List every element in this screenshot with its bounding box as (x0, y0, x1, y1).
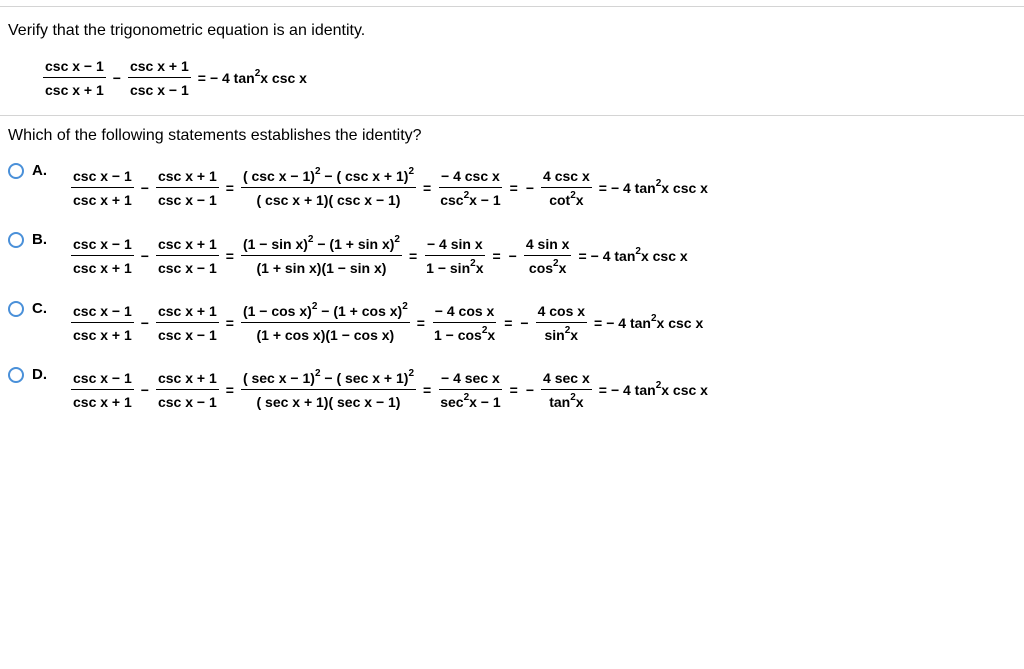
fraction (241, 236, 402, 276)
fraction (156, 370, 219, 410)
numerator: − 4 sin x (425, 236, 485, 256)
exponent: 2 (463, 190, 470, 201)
denominator: csc x + 1 (45, 82, 104, 98)
result-coef: − 4 tan (610, 180, 656, 196)
numerator (241, 303, 410, 323)
result-coef: − 4 tan (590, 248, 636, 264)
numerator: − 4 sec x (439, 370, 502, 390)
exponent: 2 (470, 258, 476, 269)
fraction (241, 303, 410, 343)
term: 1 − sin (426, 260, 471, 276)
denominator: (1 + sin x)(1 − sin x) (256, 260, 387, 276)
term: cos (528, 260, 554, 276)
option-letter: B. (32, 231, 47, 248)
minus-sign: − (525, 382, 535, 398)
exponent: 2 (655, 178, 662, 189)
result-tail: x csc x (656, 315, 704, 331)
denominator: csc x − 1 (157, 192, 217, 208)
equals-sign: = (492, 248, 501, 264)
denominator (547, 188, 585, 208)
numerator (241, 370, 416, 390)
result-tail: x csc x (661, 382, 708, 398)
result-coef: − 4 tan (606, 315, 651, 331)
fraction (424, 236, 485, 276)
result-expression (606, 315, 703, 331)
exponent: 2 (635, 246, 641, 257)
result-expression (591, 248, 688, 264)
term: x (487, 327, 496, 343)
denominator: ( sec x + 1)( sec x − 1) (256, 394, 401, 410)
result-tail: x csc x (661, 180, 708, 196)
fraction (541, 370, 592, 410)
equals-sign: = (578, 248, 587, 264)
numerator: csc x + 1 (128, 58, 191, 78)
fraction (156, 303, 219, 343)
equals-sign: = (594, 315, 603, 331)
term: − ( sec x + 1) (320, 370, 409, 386)
equals-sign: = (423, 382, 432, 398)
numerator: 4 sin x (524, 236, 572, 256)
term: x (575, 394, 584, 410)
equals-sign: = (225, 382, 234, 398)
fraction (71, 236, 134, 276)
question-prompt: Which of the following statements establishes the identity? (8, 127, 422, 144)
numerator: csc x + 1 (156, 370, 219, 390)
denominator (424, 256, 485, 276)
exponent: 2 (254, 68, 261, 79)
term: cot (549, 192, 571, 208)
option-letter: C. (32, 300, 47, 317)
radio-button-a[interactable] (8, 163, 24, 179)
exponent: 2 (650, 313, 657, 324)
top-divider (0, 6, 1024, 7)
fraction (156, 236, 219, 276)
option-c-expression (68, 303, 703, 343)
section-divider (0, 115, 1024, 116)
fraction (438, 370, 502, 410)
fraction (438, 168, 502, 208)
radio-button-b[interactable] (8, 232, 24, 248)
term: x (475, 260, 484, 276)
option-b-expression (68, 236, 688, 276)
equals-sign: = (416, 315, 425, 331)
exponent: 2 (402, 301, 408, 312)
minus-sign: − (525, 180, 535, 196)
term: − ( csc x + 1) (320, 168, 409, 184)
term: ( sec x − 1) (242, 370, 315, 386)
minus-sign: − (112, 70, 121, 86)
denominator: csc x + 1 (73, 394, 132, 410)
term: tan (549, 394, 571, 410)
exponent: 2 (553, 258, 559, 269)
exponent: 2 (564, 325, 571, 336)
option-d-expression (68, 370, 708, 410)
term: − (1 + cos x) (317, 303, 403, 319)
term: x − 1 (469, 394, 501, 410)
denominator (543, 323, 581, 343)
term: x (558, 260, 567, 276)
exponent: 2 (408, 166, 415, 177)
minus-sign: − (140, 248, 149, 264)
exponent: 2 (570, 190, 576, 201)
numerator: − 4 cos x (433, 303, 497, 323)
fraction (536, 303, 587, 343)
option-letter: A. (32, 162, 47, 179)
denominator: csc x − 1 (157, 327, 217, 343)
numerator: csc x + 1 (156, 168, 219, 188)
exponent: 2 (463, 392, 470, 403)
fraction (432, 303, 497, 343)
option-letter: D. (32, 366, 47, 383)
minus-sign: − (508, 248, 517, 264)
minus-sign: − (140, 180, 149, 196)
fraction (43, 58, 106, 98)
fraction (524, 236, 572, 276)
option-d[interactable] (8, 366, 47, 383)
option-c[interactable] (8, 300, 47, 317)
equals-sign: = (423, 180, 432, 196)
numerator: csc x − 1 (43, 58, 106, 78)
exponent: 2 (394, 234, 400, 245)
denominator (527, 256, 568, 276)
denominator: csc x + 1 (73, 327, 132, 343)
option-b[interactable] (8, 231, 47, 248)
exponent: 2 (314, 368, 321, 379)
denominator: csc x − 1 (129, 82, 189, 98)
term: x − 1 (469, 192, 501, 208)
option-a[interactable] (8, 162, 47, 179)
exponent: 2 (314, 166, 321, 177)
fraction (541, 168, 592, 208)
instruction-text: Verify that the trigonometric equation is an identity. (8, 22, 366, 39)
numerator: csc x + 1 (156, 236, 219, 256)
result-coef: − 4 tan (209, 70, 255, 86)
term: ( csc x − 1) (242, 168, 315, 184)
equals-sign: = (225, 248, 234, 264)
equals-sign: = (598, 382, 607, 398)
term: 1 − cos (433, 327, 482, 343)
result-expression (611, 382, 708, 398)
exponent: 2 (311, 301, 318, 312)
numerator: csc x + 1 (156, 303, 219, 323)
fraction (156, 168, 219, 208)
denominator: ( csc x + 1)( csc x − 1) (256, 192, 401, 208)
denominator (432, 323, 497, 343)
option-a-expression (68, 168, 708, 208)
denominator (547, 390, 585, 410)
denominator: csc x − 1 (157, 260, 217, 276)
fraction (71, 168, 134, 208)
equals-sign: = (408, 248, 418, 264)
term: sec (440, 394, 464, 410)
equals-sign: = (504, 315, 513, 331)
exponent: 2 (307, 234, 314, 245)
numerator: 4 csc x (541, 168, 592, 188)
denominator (438, 188, 502, 208)
identity-equation (40, 58, 307, 98)
denominator: csc x − 1 (157, 394, 217, 410)
term: sin (544, 327, 565, 343)
numerator: csc x − 1 (71, 303, 134, 323)
equals-sign: = (509, 180, 518, 196)
term: x (570, 327, 579, 343)
numerator (241, 236, 402, 256)
denominator: (1 + cos x)(1 − cos x) (256, 327, 395, 343)
result-coef: − 4 tan (610, 382, 656, 398)
denominator: csc x + 1 (73, 192, 132, 208)
equals-sign: = (509, 382, 518, 398)
result-expression (611, 180, 708, 196)
term: x (575, 192, 584, 208)
denominator (438, 390, 502, 410)
equals-sign: = (197, 70, 206, 86)
denominator: csc x + 1 (73, 260, 132, 276)
result-tail: x csc x (260, 70, 307, 86)
radio-button-d[interactable] (8, 367, 24, 383)
exponent: 2 (570, 392, 576, 403)
equals-sign: = (598, 180, 607, 196)
fraction (241, 168, 416, 208)
numerator: csc x − 1 (71, 370, 134, 390)
result-tail: x csc x (640, 248, 688, 264)
fraction (71, 370, 134, 410)
minus-sign: − (140, 382, 149, 398)
minus-sign: − (520, 315, 529, 331)
exponent: 2 (408, 368, 415, 379)
numerator (241, 168, 416, 188)
radio-button-c[interactable] (8, 301, 24, 317)
fraction (71, 303, 134, 343)
term: − (1 + sin x) (313, 236, 395, 252)
equals-sign: = (225, 180, 234, 196)
term: (1 − sin x) (242, 236, 308, 252)
fraction (128, 58, 191, 98)
minus-sign: − (140, 315, 149, 331)
numerator: 4 cos x (536, 303, 587, 323)
term: (1 − cos x) (242, 303, 312, 319)
numerator: csc x − 1 (71, 168, 134, 188)
exponent: 2 (655, 380, 662, 391)
exponent: 2 (481, 325, 488, 336)
result-expression (210, 70, 307, 86)
numerator: csc x − 1 (71, 236, 134, 256)
fraction (241, 370, 416, 410)
term: csc (440, 192, 464, 208)
equals-sign: = (225, 315, 234, 331)
numerator: 4 sec x (541, 370, 592, 390)
numerator: − 4 csc x (439, 168, 502, 188)
